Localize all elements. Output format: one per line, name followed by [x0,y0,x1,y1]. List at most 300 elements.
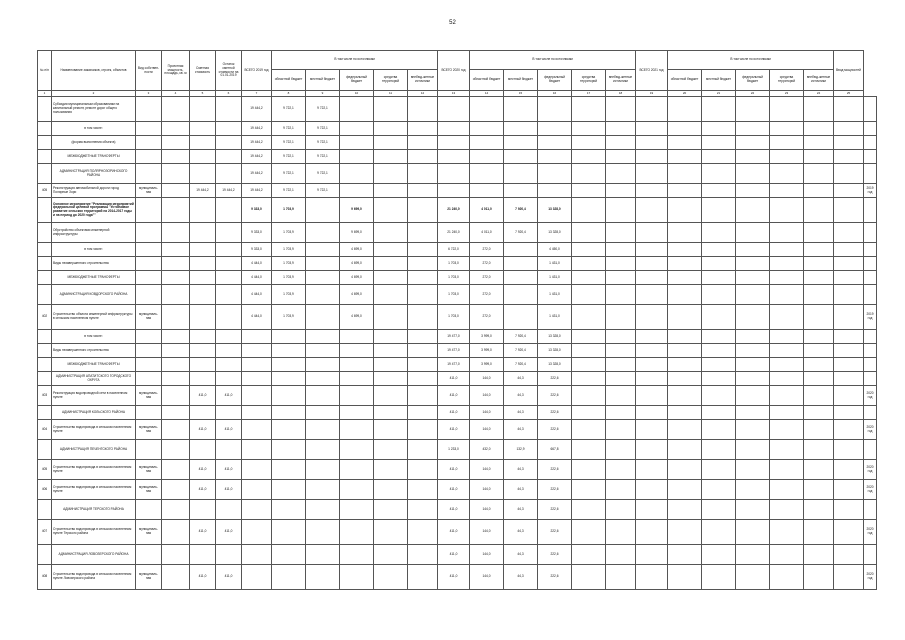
row-value: 222,6 [538,386,572,406]
row-result: 2020 год [864,565,877,590]
row-value [504,164,538,184]
row-ownership [136,136,162,150]
row-value [538,150,572,164]
row-cost [190,150,216,164]
row-remaining [216,136,242,150]
row-cost: 411,0 [190,420,216,440]
row-value [408,406,438,420]
row-value [408,520,438,545]
row-value [408,136,438,150]
row-capacity [162,520,190,545]
row-capacity [162,460,190,480]
row-value [736,223,770,243]
row-result: 2020 год [864,460,877,480]
row-value [572,243,606,257]
row-result [864,136,877,150]
row-value [736,358,770,372]
row-ownership [136,406,162,420]
row-value [272,358,306,372]
row-cost [190,223,216,243]
row-value: 44,3 [504,520,538,545]
row-name: Строительство водопровода в сельском населенном пункте Терского района [52,520,136,545]
row-ownership [136,440,162,460]
row-value [804,500,834,520]
row-value: 4 699,0 [340,271,374,285]
row-value [572,565,606,590]
row-value [736,285,770,305]
row-ownership [136,344,162,358]
row-value [242,460,272,480]
row-value [736,330,770,344]
row-value [374,150,408,164]
row-value: 4 699,0 [340,257,374,271]
row-remaining [216,243,242,257]
row-value [572,386,606,406]
row-remaining [216,330,242,344]
row-number [38,500,52,520]
row-result: 2020 год [864,420,877,440]
row-value [606,344,636,358]
table-row [38,406,877,420]
row-remaining [216,500,242,520]
column-number: 15 [504,91,538,97]
row-value: 1 703,0 [438,305,470,330]
row-value [804,386,834,406]
row-value: 1 431,0 [538,285,572,305]
row-value [470,97,504,122]
row-value [374,271,408,285]
row-value: 411,0 [438,386,470,406]
row-value: 1 703,0 [438,285,470,305]
row-number [38,545,52,565]
column-number: 6 [216,91,242,97]
row-result [864,406,877,420]
row-value [770,440,804,460]
row-value [374,460,408,480]
table-row [38,305,877,330]
row-capacity [162,223,190,243]
row-value [606,122,636,136]
row-ownership [136,243,162,257]
row-cost [190,257,216,271]
row-value [340,122,374,136]
row-value [804,243,834,257]
row-ownership: муниципаль-ная [136,386,162,406]
row-result [864,500,877,520]
row-value [408,122,438,136]
row-ownership [136,545,162,565]
column-number: 16 [538,91,572,97]
table-row [38,164,877,184]
row-value: 9 722,1 [306,184,340,198]
row-value [702,520,736,545]
row-cost [190,372,216,386]
row-value [668,545,702,565]
row-result: 2020 год [864,386,877,406]
row-value: 411,0 [438,372,470,386]
row-value [636,330,668,344]
row-value [408,330,438,344]
row-value [572,198,606,223]
row-value [572,271,606,285]
row-value: 44,3 [504,545,538,565]
row-capacity [162,545,190,565]
column-number: 1 [38,91,52,97]
row-remaining: 411,0 [216,520,242,545]
column-number: 23 [770,91,804,97]
row-value [636,257,668,271]
row-value [702,150,736,164]
row-value [668,565,702,590]
row-value: 9 722,1 [306,97,340,122]
row-value: 9 722,1 [272,122,306,136]
column-number: 10 [340,91,374,97]
subheader-3: федеральный бюджет [538,70,572,91]
row-value: 44,3 [504,565,538,590]
row-value [834,136,864,150]
subheader-2: местный бюджет [306,70,340,91]
row-value [702,565,736,590]
row-result [864,164,877,184]
row-value [702,440,736,460]
row-name: Строительство водопровода в сельском населенном пункте [52,480,136,500]
row-capacity [162,480,190,500]
row-name: АДМИНИСТРАЦИЯ ПЕЧЕНГСКОГО РАЙОНА [52,440,136,460]
row-ownership [136,164,162,184]
row-number: 403 [38,386,52,406]
row-value [834,520,864,545]
row-value [242,420,272,440]
row-number [38,150,52,164]
row-value: 21 240,0 [438,223,470,243]
row-remaining [216,305,242,330]
row-value [374,198,408,223]
row-value: 4 444,0 [242,285,272,305]
row-value [804,440,834,460]
row-number [38,271,52,285]
row-number: 406 [38,480,52,500]
row-capacity [162,150,190,164]
row-value [834,223,864,243]
row-value [736,257,770,271]
row-value [770,285,804,305]
row-value [242,520,272,545]
row-remaining: 411,0 [216,460,242,480]
row-capacity [162,198,190,223]
row-value: 144,0 [470,565,504,590]
column-number: 19 [636,91,668,97]
row-number [38,198,52,223]
row-value [636,520,668,545]
row-name: МЕЖБЮДЖЕТНЫЕ ТРАНСФЕРТЫ [52,358,136,372]
row-value [834,460,864,480]
row-value [770,372,804,386]
row-value [702,305,736,330]
header-name: Наименование заказчиков, строек, объектов [52,51,136,91]
table-row [38,480,877,500]
row-value [470,184,504,198]
row-value [636,460,668,480]
row-value: 9 333,0 [242,243,272,257]
row-value [736,406,770,420]
row-value [572,257,606,271]
row-result [864,257,877,271]
table-row [38,358,877,372]
row-value [538,184,572,198]
row-value [736,122,770,136]
row-value [736,136,770,150]
row-number [38,257,52,271]
row-cost [190,406,216,420]
row-cost [190,440,216,460]
row-value [504,305,538,330]
row-capacity [162,330,190,344]
row-name: АДМИНИСТРАЦИЯ ЛОВОЗЕРСКОГО РАЙОНА [52,545,136,565]
row-value [834,545,864,565]
row-value [636,344,668,358]
row-value: 432,0 [470,440,504,460]
header-no: № п/п [38,51,52,91]
row-value: 1 431,0 [538,305,572,330]
row-number [38,330,52,344]
row-remaining [216,358,242,372]
row-ownership [136,97,162,122]
row-value [538,97,572,122]
row-value: 7 920,4 [504,344,538,358]
row-value: 3 999,0 [470,358,504,372]
row-value [272,460,306,480]
row-value: 272,0 [470,271,504,285]
row-value: 411,0 [438,565,470,590]
row-value [272,500,306,520]
row-number [38,243,52,257]
row-name: в том числе: [52,122,136,136]
row-capacity [162,386,190,406]
row-value [770,97,804,122]
row-value [606,136,636,150]
row-cost [190,344,216,358]
row-value [770,223,804,243]
row-cost [190,122,216,136]
row-value [374,372,408,386]
row-value [572,305,606,330]
row-remaining [216,285,242,305]
row-value [340,386,374,406]
row-name: Строительство водопровода в сельском населенном пункте [52,460,136,480]
row-value [374,257,408,271]
row-value: 411,0 [438,520,470,545]
row-value: 44,3 [504,406,538,420]
row-value [242,330,272,344]
row-cost [190,164,216,184]
row-value: 7 920,4 [504,223,538,243]
row-cost [190,198,216,223]
row-value [438,164,470,184]
row-value [668,344,702,358]
row-value [702,257,736,271]
row-value [804,344,834,358]
row-value [804,257,834,271]
row-ownership [136,150,162,164]
row-value [408,243,438,257]
budget-table [37,50,877,590]
row-value: 1 431,0 [538,257,572,271]
row-value: 19 477,0 [438,344,470,358]
row-value [572,420,606,440]
row-remaining: 411,0 [216,386,242,406]
row-result [864,358,877,372]
row-cost [190,271,216,285]
row-value: 4 011,0 [470,198,504,223]
row-value [306,358,340,372]
row-value [408,257,438,271]
header-total-2019: ВСЕГО 2019 год [242,51,272,91]
row-cost: 411,0 [190,520,216,545]
row-value [668,480,702,500]
subheader-1: областной бюджет [470,70,504,91]
row-value [804,480,834,500]
row-value: 144,0 [470,500,504,520]
row-value [572,344,606,358]
row-value [408,344,438,358]
row-cost [190,136,216,150]
row-value [606,150,636,164]
row-number: 408 [38,565,52,590]
row-number [38,440,52,460]
row-value [636,150,668,164]
table-row [38,257,877,271]
row-value: 1 703,0 [438,257,470,271]
row-cost: 411,0 [190,386,216,406]
row-value [702,500,736,520]
table-row [38,420,877,440]
row-value [636,122,668,136]
row-remaining [216,545,242,565]
row-value [306,198,340,223]
row-value [668,406,702,420]
row-value [242,545,272,565]
row-value [834,500,864,520]
row-value [306,480,340,500]
row-value [572,136,606,150]
row-value [736,150,770,164]
row-value: 19 444,2 [242,184,272,198]
row-value [470,136,504,150]
subheader-3: федеральный бюджет [736,70,770,91]
row-value [374,480,408,500]
row-value [636,243,668,257]
header-cost: Сметная стоимость [190,51,216,91]
row-value [668,97,702,122]
table-row [38,184,877,198]
row-value [242,406,272,420]
subheader-4: средства территорий [770,70,804,91]
row-value [504,136,538,150]
row-value [736,184,770,198]
row-result: 2020 год [864,520,877,545]
row-value [242,440,272,460]
row-ownership: муниципаль-ная [136,184,162,198]
row-value [572,223,606,243]
row-value [272,565,306,590]
row-remaining [216,122,242,136]
row-number [38,164,52,184]
row-capacity [162,271,190,285]
row-value [572,372,606,386]
row-value [374,305,408,330]
row-value [408,420,438,440]
row-value: 9 722,1 [272,164,306,184]
row-value [438,122,470,136]
header-incl-2021: В том числе по источникам [668,51,834,70]
row-name: Реконструкция автомобильной дороги город Полярные Зори [52,184,136,198]
row-value [736,243,770,257]
row-value [504,285,538,305]
row-value [834,305,864,330]
row-cost: 411,0 [190,480,216,500]
row-ownership [136,500,162,520]
row-value [804,164,834,184]
row-remaining [216,271,242,285]
row-value [340,344,374,358]
row-value [340,164,374,184]
row-value [736,97,770,122]
row-value [668,150,702,164]
row-capacity [162,164,190,184]
row-remaining [216,150,242,164]
row-value [306,271,340,285]
row-value [668,184,702,198]
header-total-2020: ВСЕГО 2020 год [438,51,470,91]
row-value: 4 699,0 [340,243,374,257]
row-value [636,386,668,406]
table-row [38,285,877,305]
row-value [408,150,438,164]
row-value: 1 703,9 [272,223,306,243]
row-value [306,243,340,257]
row-value [804,223,834,243]
row-value: 222,6 [538,520,572,545]
row-value: 411,0 [438,460,470,480]
row-value [736,420,770,440]
row-value [374,406,408,420]
row-value [340,358,374,372]
header-row-1 [38,51,877,70]
row-value [668,198,702,223]
row-value [804,184,834,198]
column-number: 22 [736,91,770,97]
row-value [340,150,374,164]
row-result: 2019 год [864,184,877,198]
row-value [470,164,504,184]
row-value [374,136,408,150]
row-remaining [216,97,242,122]
row-value [306,285,340,305]
row-value [702,545,736,565]
row-value [374,184,408,198]
row-value [834,198,864,223]
row-value [408,305,438,330]
subheader-4: средства территорий [374,70,408,91]
row-value [770,520,804,545]
row-value [702,223,736,243]
row-value: 44,3 [504,480,538,500]
row-value: 3 999,0 [470,330,504,344]
row-value [606,520,636,545]
row-number [38,344,52,358]
header-incl-2020: В том числе по источникам [470,51,636,70]
header-capacity: Проектная мощность, площадь, кв. м [162,51,190,91]
